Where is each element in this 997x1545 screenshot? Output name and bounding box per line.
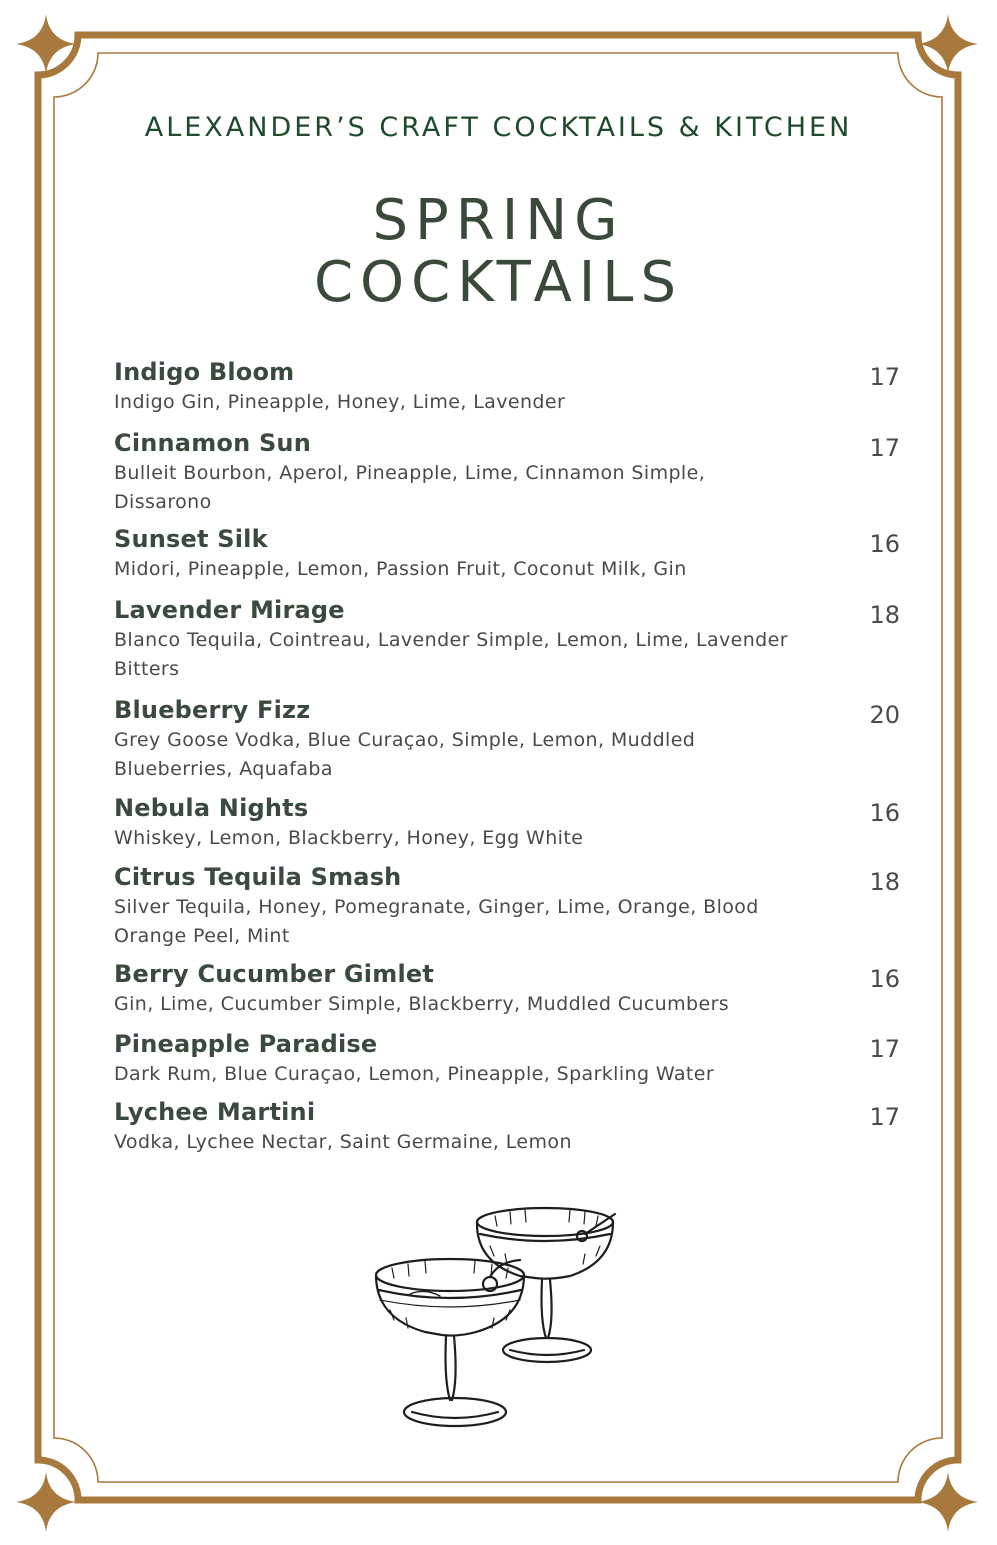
item-name: Sunset Silk [114, 525, 268, 553]
item-price: 17 [869, 434, 900, 462]
item-description: Vodka, Lychee Nectar, Saint Germaine, Lemon [114, 1131, 572, 1153]
item-description: Silver Tequila, Honey, Pomegranate, Ginger, Lime, Orange, Blood Orange Peel, Mint [114, 896, 759, 947]
title-line-1: SPRING [372, 188, 625, 253]
item-name: Lavender Mirage [114, 596, 345, 624]
item-price: 17 [869, 363, 900, 391]
menu-item [114, 427, 900, 523]
item-price: 16 [869, 530, 900, 558]
item-price: 17 [869, 1103, 900, 1131]
menu-item [114, 1096, 900, 1164]
item-price: 20 [869, 701, 900, 729]
item-description: Bulleit Bourbon, Aperol, Pineapple, Lime, Cinnamon Simple, Dissarono [114, 462, 706, 513]
item-description: Blanco Tequila, Cointreau, Lavender Simple, Lemon, Lime, Lavender Bitters [114, 629, 788, 680]
coupe-glasses-illustration [370, 1200, 620, 1440]
item-description: Grey Goose Vodka, Blue Curaçao, Simple, Lemon, Muddled Blueberries, Aquafaba [114, 729, 696, 780]
item-name: Lychee Martini [114, 1098, 316, 1126]
menu-item [114, 523, 900, 594]
item-price: 17 [869, 1035, 900, 1063]
corner-star-icon [918, 1472, 978, 1532]
item-name: Indigo Bloom [114, 358, 295, 386]
menu-item [114, 594, 900, 694]
menu-item [114, 792, 900, 861]
item-price: 16 [869, 965, 900, 993]
item-price: 16 [869, 799, 900, 827]
item-description: Whiskey, Lemon, Blackberry, Honey, Egg White [114, 827, 584, 849]
item-name: Citrus Tequila Smash [114, 863, 402, 891]
restaurant-name: ALEXANDER’S CRAFT COCKTAILS & KITCHEN [144, 112, 853, 143]
item-price: 18 [869, 601, 900, 629]
item-description: Gin, Lime, Cucumber Simple, Blackberry, Muddled Cucumbers [114, 993, 730, 1015]
page-title [0, 190, 997, 314]
corner-star-icon [16, 1472, 76, 1532]
item-description: Dark Rum, Blue Curaçao, Lemon, Pineapple, Sparkling Water [114, 1063, 715, 1085]
menu-item [114, 1028, 900, 1096]
item-name: Pineapple Paradise [114, 1030, 378, 1058]
item-name: Nebula Nights [114, 794, 309, 822]
menu-item [114, 356, 900, 427]
item-name: Blueberry Fizz [114, 696, 311, 724]
item-description: Midori, Pineapple, Lemon, Passion Fruit, Coconut Milk, Gin [114, 558, 687, 580]
title-line-2: COCKTAILS [313, 250, 684, 315]
item-description: Indigo Gin, Pineapple, Honey, Lime, Lavender [114, 391, 566, 413]
item-name: Berry Cucumber Gimlet [114, 960, 435, 988]
menu-item [114, 958, 900, 1028]
cocktail-menu [114, 356, 900, 1164]
menu-item [114, 861, 900, 958]
item-name: Cinnamon Sun [114, 429, 312, 457]
menu-item [114, 694, 900, 792]
item-price: 18 [869, 868, 900, 896]
